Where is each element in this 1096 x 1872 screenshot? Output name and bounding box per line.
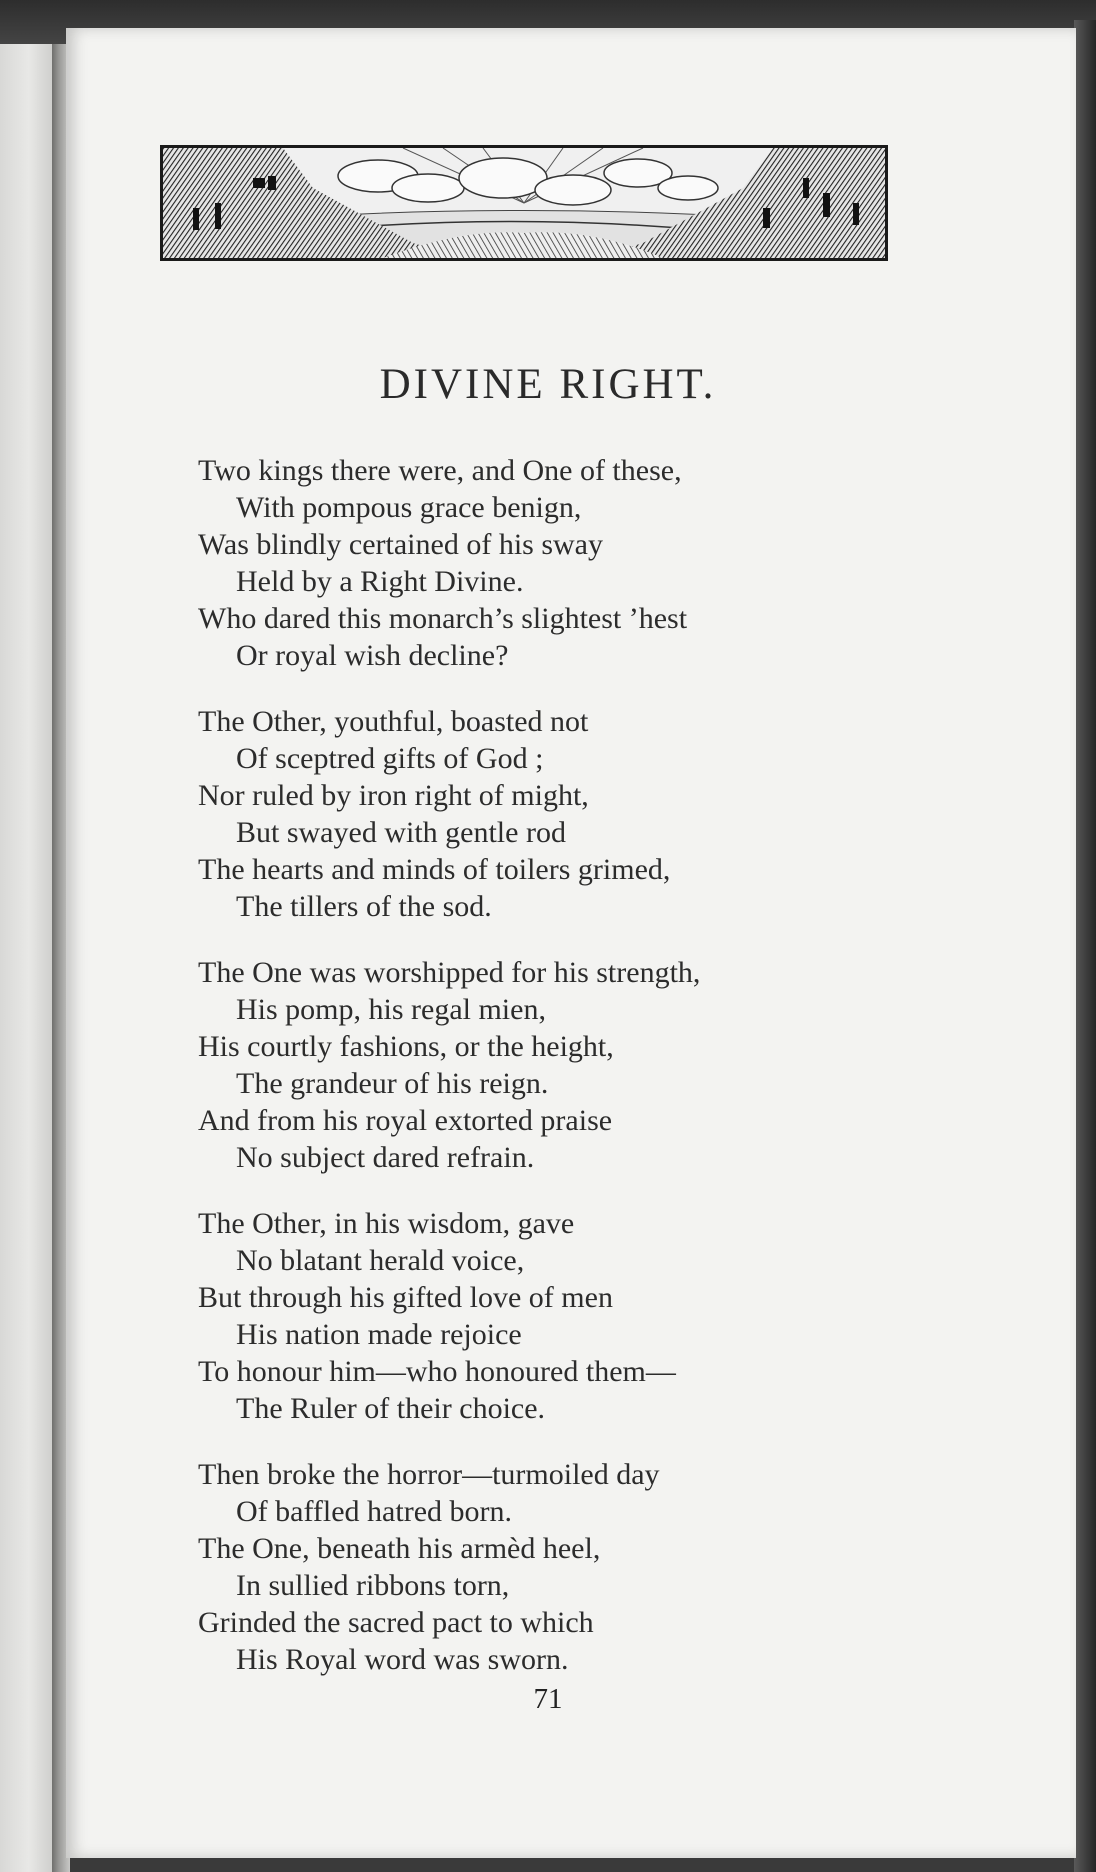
poem-line: No blatant herald voice,	[236, 1244, 525, 1277]
poem-line: But through his gifted love of men	[198, 1281, 613, 1314]
poem-line: Grinded the sacred pact to which	[198, 1606, 594, 1639]
poem-line: In sullied ribbons torn,	[236, 1569, 510, 1602]
page-number: 71	[533, 1683, 563, 1715]
header-illustration	[160, 145, 888, 261]
poem-line: Or royal wish decline?	[236, 639, 509, 672]
right-page-edge	[1074, 20, 1096, 1872]
poem-line: The hearts and minds of toilers grimed,	[198, 853, 671, 886]
stanza	[198, 954, 898, 1176]
poem-line: Was blindly certained of his sway	[198, 528, 603, 561]
poem-line: Nor ruled by iron right of might,	[198, 779, 589, 812]
poem-body	[198, 452, 898, 1707]
poem-line: The One was worshipped for his strength,	[198, 956, 701, 989]
poem-title: DIVINE RIGHT.	[379, 361, 717, 408]
poem-line: The grandeur of his reign.	[236, 1067, 549, 1100]
poem-line: The Ruler of their choice.	[236, 1392, 546, 1425]
poem-line: Who dared this monarch’s slightest ’hest	[198, 602, 688, 635]
poem-line: No subject dared refrain.	[236, 1141, 535, 1174]
poem-line: And from his royal extorted praise	[198, 1104, 613, 1137]
poem-line: The tillers of the sod.	[236, 890, 492, 923]
poem-line: The Other, youthful, boasted not	[198, 705, 589, 738]
poem-line: Two kings there were, and One of these,	[198, 454, 682, 487]
stanza	[198, 703, 898, 925]
facing-page-edge	[0, 44, 52, 1872]
poem-line: The Other, in his wisdom, gave	[198, 1207, 575, 1240]
poem-line: Of sceptred gifts of God ;	[236, 742, 544, 775]
poem-line: Of baffled hatred born.	[236, 1495, 513, 1528]
stanza	[198, 452, 898, 674]
poem-line: Then broke the horror—turmoiled day	[198, 1458, 660, 1491]
poem-line: But swayed with gentle rod	[236, 816, 566, 849]
poem-line: Held by a Right Divine.	[236, 565, 524, 598]
poem-line: His courtly fashions, or the height,	[198, 1030, 614, 1063]
poem-line: His Royal word was sworn.	[236, 1643, 569, 1676]
pastoral-landscape-illustration	[163, 148, 885, 258]
poem-line: His nation made rejoice	[236, 1318, 522, 1351]
poem-line: The One, beneath his armèd heel,	[198, 1532, 601, 1565]
poem-line: To honour him—who honoured them—	[198, 1355, 676, 1388]
stanza	[198, 1456, 898, 1678]
poem-line: With pompous grace benign,	[236, 491, 582, 524]
stanza	[198, 1205, 898, 1427]
poem-line: His pomp, his regal mien,	[236, 993, 546, 1026]
